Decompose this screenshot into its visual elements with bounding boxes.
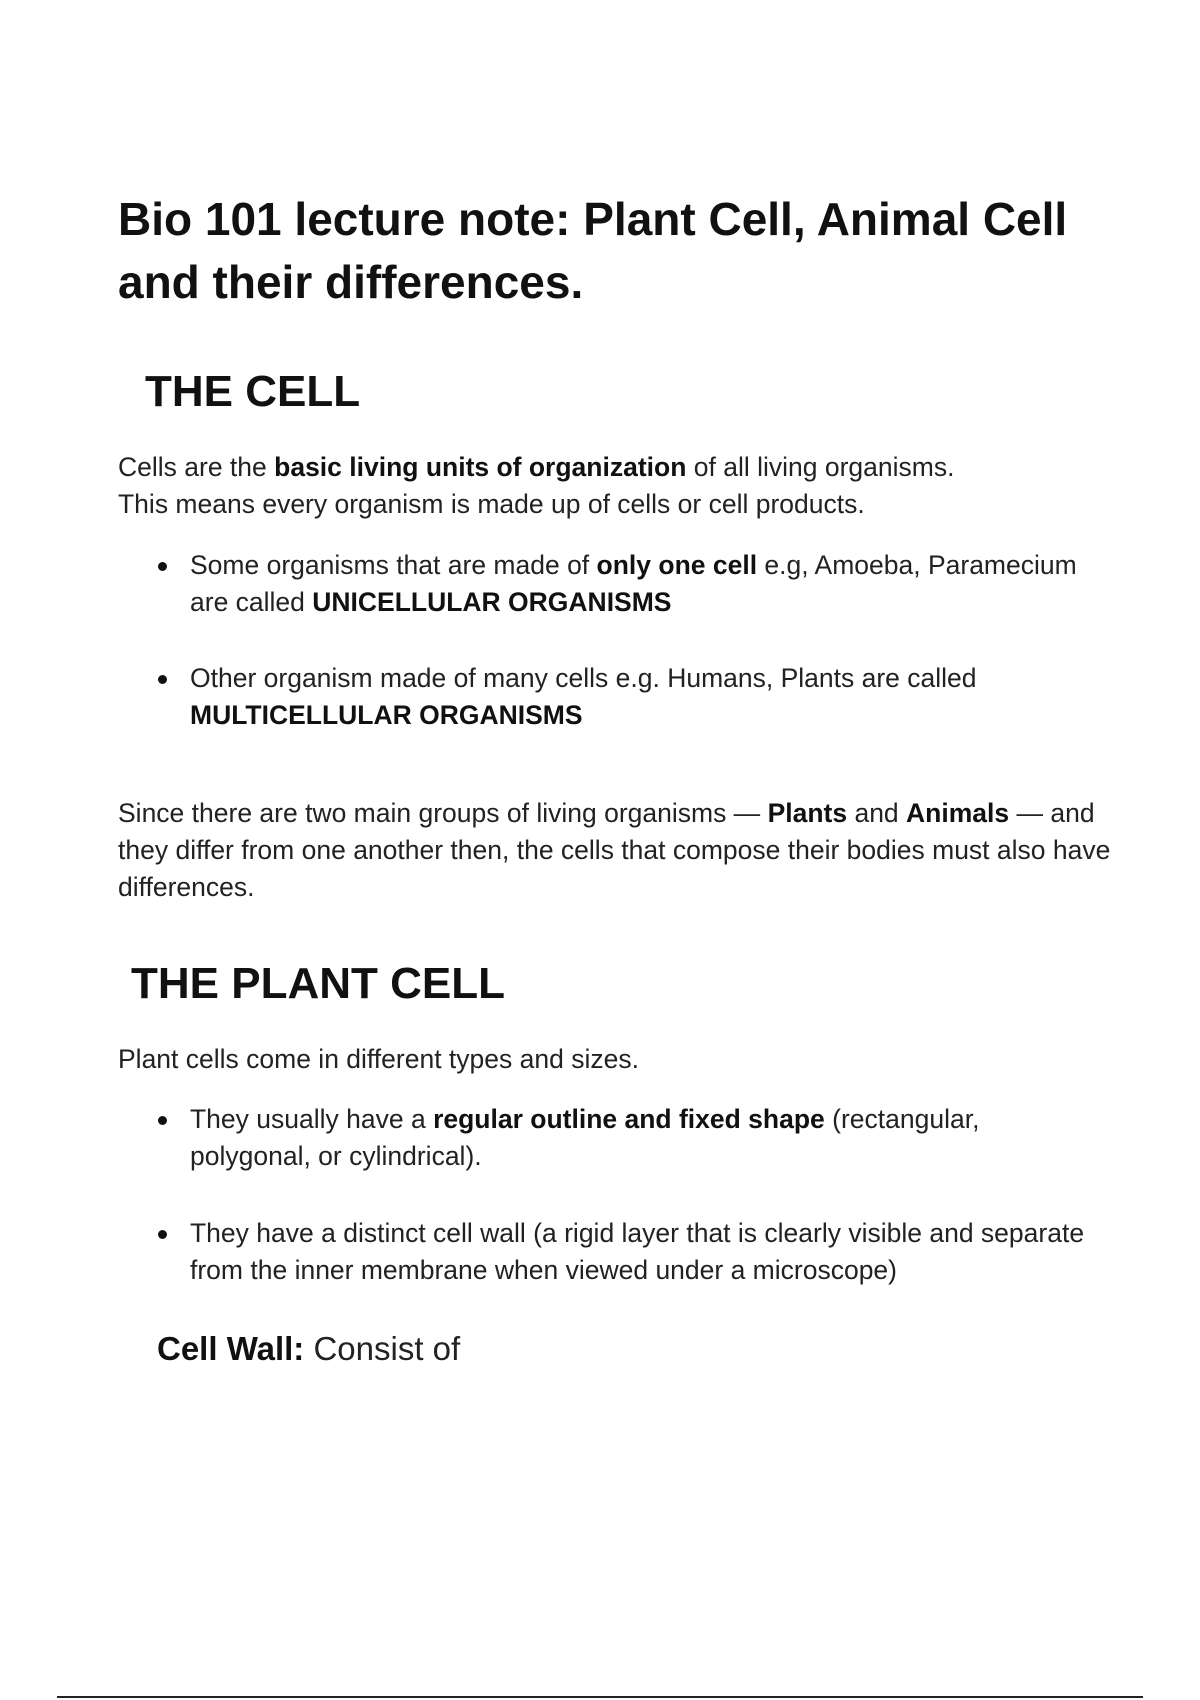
bullet-dot-icon xyxy=(158,1116,167,1125)
cell-intro-bold: basic living units of organization xyxy=(274,452,687,482)
bullet-text-a: Other organism made of many cells e.g. Humans, Plants are called xyxy=(190,663,977,693)
bullet-text-b: e.g, Amoeba, Paramecium are called xyxy=(190,550,1077,617)
section-heading-the-plant-cell: THE PLANT CELL xyxy=(131,959,505,1008)
cell-intro-line2: This means every organism is made up of cells or cell products. xyxy=(118,489,865,519)
bullet-text-a: They have a distinct cell wall (a rigid layer that is clearly visible and separate from the inner membrane when viewed under a microscope) xyxy=(190,1218,1085,1285)
bullet-bold-a: MULTICELLULAR ORGANISMS xyxy=(190,700,583,730)
bullet-text-b: (rectangular, polygonal, or cylindrical). xyxy=(190,1104,980,1171)
document-title: Bio 101 lecture note: Plant Cell, Animal Cell and their differences. xyxy=(118,193,1068,308)
bullet-dot-icon xyxy=(158,675,167,684)
closing-text-c: — and they differ from one another then, the cells that compose their bodies must also have differences. xyxy=(118,798,1111,902)
bullet-bold-b: UNICELLULAR ORGANISMS xyxy=(312,587,672,617)
cell-intro-text-b: of all living organisms. xyxy=(686,452,955,482)
cell-wall-line xyxy=(157,1329,460,1369)
cell-intro-text-a: Cells are the xyxy=(118,452,275,482)
closing-text-a: Since there are two main groups of living organisms — xyxy=(118,798,768,828)
list-item-multicellular xyxy=(190,660,1090,734)
closing-bold-animals: Animals xyxy=(906,798,1010,828)
bullet-bold-a: regular outline and fixed shape xyxy=(433,1104,825,1134)
list-item-regular-outline xyxy=(190,1101,1090,1175)
cell-closing-paragraph xyxy=(118,795,1128,906)
footer-divider xyxy=(57,1696,1143,1698)
cell-wall-text: Consist of xyxy=(304,1330,461,1367)
list-item-unicellular xyxy=(190,547,1090,621)
bullet-dot-icon xyxy=(158,562,167,571)
bullet-bold-a: only one cell xyxy=(596,550,758,580)
bullet-dot-icon xyxy=(158,1230,167,1239)
closing-bold-plants: Plants xyxy=(767,798,848,828)
closing-text-b: and xyxy=(847,798,907,828)
bullet-text-a: Some organisms that are made of xyxy=(190,550,597,580)
section-heading-the-cell: THE CELL xyxy=(145,367,361,416)
list-item-cell-wall xyxy=(190,1215,1090,1289)
cell-intro-paragraph xyxy=(118,449,1118,523)
bullet-text-a: They usually have a xyxy=(190,1104,434,1134)
plant-cell-intro-paragraph: Plant cells come in different types and sizes. xyxy=(118,1044,639,1074)
cell-wall-label: Cell Wall: xyxy=(157,1330,305,1367)
